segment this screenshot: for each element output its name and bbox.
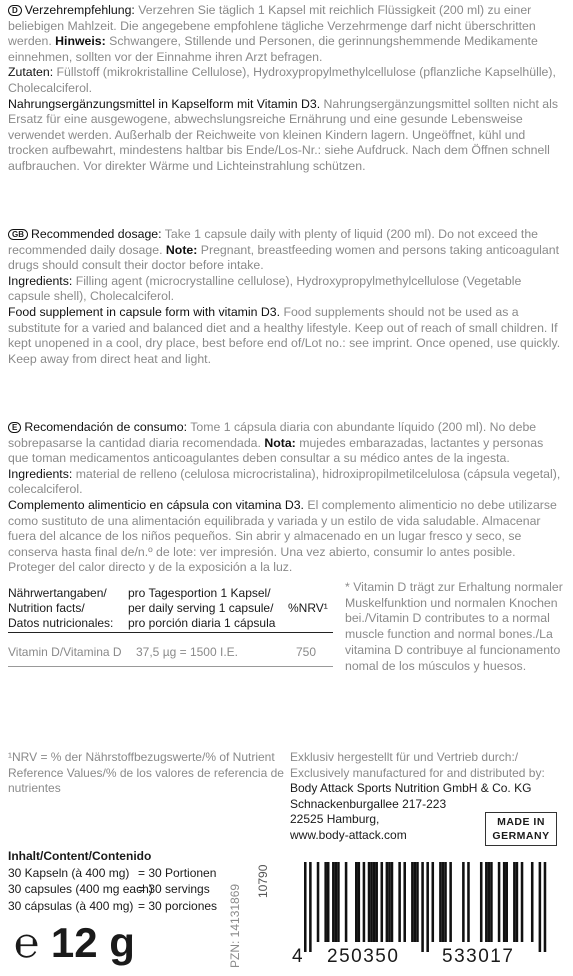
dosage-label-en: Recommended dosage: (31, 227, 162, 241)
barcode-bar (421, 862, 424, 952)
manufacturer-intro: Exklusiv hergestellt für und Vertrieb durch:/ Exclusively manufactured for and distributed by: (290, 750, 545, 780)
ean-barcode (292, 862, 558, 974)
note-label-es: Nota: (264, 435, 296, 450)
barcode-bar (505, 862, 508, 942)
barcode-group-right: 533017 (442, 946, 515, 967)
note-text-de: Schwangere, Stillende und Personen, die gerinnungshemmende Medikamente einnehmen, sollten vor der Einnahme ihren Arzt befragen. (8, 34, 538, 64)
barcode-bar (324, 862, 327, 942)
made-in-germany-badge: MADE IN GERMANY (485, 812, 557, 846)
nutrient-amount: 37,5 µg = 1500 I.E. (136, 645, 238, 659)
barcode-bar (442, 862, 445, 942)
ingredients-label-es: Ingredients: (8, 466, 73, 481)
barcode-bar (335, 862, 338, 942)
nrv-footnote: ¹NRV = % der Nährstoffbezugswerte/% of Nutrient Reference Values/% de los valores de referencia de nutrientes (8, 750, 284, 796)
nutrition-header-es: Datos nutricionales: (8, 616, 114, 630)
language-flag-de: D (8, 5, 22, 16)
dosage-text-es: Tome 1 cápsula diaria con abundante líquido (200 ml). No debe sobrepasarse la cantidad diaria recomendada. (8, 420, 537, 450)
barcode-bar (544, 862, 547, 952)
barcode-bar (439, 862, 442, 942)
contents-line-de: 30 Kapseln (à 400 mg) = 30 Portionen (8, 865, 217, 880)
barcode-bar (358, 862, 361, 942)
dosage-label-de: Verzehrempfehlung: (24, 3, 135, 17)
ingredients-text-en: Filling agent (microcrystalline cellulose), Hydroxypropylmethylcellulose (Vegetable capsule shell), Cholecalciferol. (8, 273, 522, 304)
barcode-bar (462, 862, 465, 942)
barcode-bar (355, 862, 358, 942)
supplement-text-es: El complemento alimenticio no debe utilizarse como sustituto de una alimentación equilibrada y variada y un estilo de vida saludable. Almacenar fuera del alcance de los niños pequeños. Sin abrir y almacenado en un lugar fresco y seco, se conserva hasta final de/n.º de lote: ver impresión. Una vez abierto, consumir lo antes posible. Proteger del calor directo y de la exposición a la luz. (8, 497, 557, 575)
serving-header-de: pro Tagesportion 1 Kapsel/ (128, 586, 271, 600)
batch-code: 10790 (256, 864, 270, 898)
net-weight (14, 918, 135, 968)
barcode-bar (498, 862, 501, 942)
barcode-bar (370, 862, 373, 942)
nutrition-header-de: Nährwertangaben/ (8, 586, 107, 600)
ingredients-text-es: material de relleno (celulosa microcristalina), hidroxipropilmetilcelulosa (cápsula vegetal), colecalciferol. (8, 466, 561, 497)
barcode-bar (426, 862, 429, 952)
ingredients-label-en: Ingredients: (8, 273, 73, 288)
language-flag-es: E (8, 422, 21, 433)
barcode-bar (373, 862, 376, 942)
vitamin-d-claim: * Vitamin D trägt zur Erhaltung normaler Muskelfunktion und normalen Knochen bei./Vitamin D contributes to a normal muscle function and normal bones./La vitamina D contribuye al funcionamento nomal de los músculos y huesos. (345, 580, 563, 673)
supplement-text-de: Nahrungsergänzungsmittel sollten nicht als Ersatz für eine ausgewogene, abwechslungsreiche Ernährung und eine gesunde Lebensweise verwendet werden. Außerhalb der Reichweite von kleinen Kindern lagern. Ungeöffnet, kühl und trocken aufbewahrt, mindestens haltbar bis Ende/Los-Nr.: siehe Aufdruck. Nach dem Öffnen schnell aufbrauchen. Vor direkter Wärme und Lichteinstrahlung schützen. (8, 96, 558, 173)
barcode-bar (327, 862, 330, 942)
spanish-section (8, 420, 564, 576)
supplement-label-en: Food supplement in capsule form with vitamin D3. (8, 304, 281, 319)
barcode-bar (416, 862, 419, 942)
note-label-en: Note: (165, 242, 198, 257)
note-text-es: mujedes embarazadas, lactantes y personas que toman medicamentos anticoagulantes deben consultar a su médico antes de la ingesta. (8, 435, 544, 466)
barcode-bar (375, 862, 378, 942)
nutrition-table (8, 586, 338, 631)
nutrition-header-en: Nutrition facts/ (8, 601, 85, 615)
manufacturer-website: www.body-attack.com (290, 827, 407, 842)
barcode-bar (381, 862, 384, 942)
barcode-bar (317, 862, 320, 942)
barcode-bar (449, 862, 452, 942)
barcode-bar (398, 862, 401, 942)
table-divider (8, 632, 333, 633)
barcode-bar (539, 862, 542, 952)
barcode-bar (388, 862, 391, 942)
barcode-bar (309, 862, 312, 952)
barcode-bar (337, 862, 340, 942)
barcode-bars (304, 862, 570, 952)
barcode-bar (521, 862, 524, 942)
nutrition-table-header (8, 586, 338, 631)
pzn-number: PZN: 14131869 (228, 883, 242, 968)
nrv-header: %NRV¹ (288, 601, 328, 615)
barcode-first-digit: 4 (292, 946, 303, 967)
german-section (8, 3, 564, 175)
language-flag-gb: GB (8, 229, 28, 240)
manufacturer-city: 22525 Hamburg, (290, 812, 380, 827)
barcode-bar (363, 862, 366, 942)
barcode-bar (444, 862, 447, 942)
dosage-text-en: Take 1 capsule daily with plenty of liquid (200 ml). Do not exceed the recommended daily dosage. (8, 227, 538, 257)
barcode-bar (411, 862, 414, 942)
barcode-bar (513, 862, 516, 942)
barcode-bar (488, 862, 491, 942)
barcode-bar (516, 862, 519, 942)
supplement-text-en: Food supplements should not be used as a substitute for a varied and balanced diet and a healthy lifestyle. Keep out of reach of small children. If kept unopened in a cool, dry place, best before end of/Lot no.: see imprint. Once opened, use quickly. Keep away from direct heat and light. (8, 304, 561, 366)
note-text-en: Pregnant, breastfeeding women and persons taking anticoagulant drugs should consult their doctor before intake. (8, 242, 559, 273)
barcode-bar (414, 862, 417, 942)
serving-header-es: pro porción diaria 1 cápsula (128, 616, 276, 630)
supplement-label-es: Complemento alimenticio en cápsula con vitamina D3. (8, 497, 304, 512)
dosage-label-es: Recomendación de consumo: (24, 420, 188, 434)
english-section (8, 227, 564, 367)
table-bottom-divider (8, 666, 333, 667)
manufacturer-name: Body Attack Sports Nutrition GmbH & Co. KG (290, 781, 532, 796)
nutrient-name: Vitamin D/Vitamina D (8, 645, 122, 659)
serving-header-en: per daily serving 1 capsule/ (128, 601, 274, 615)
note-label-de: Hinweis: (55, 34, 106, 49)
estimated-sign-icon: ℮ (14, 919, 40, 966)
contents-title: Inhalt/Content/Contenido (8, 849, 152, 863)
barcode-bar (531, 862, 534, 942)
barcode-bar (490, 862, 493, 942)
contents-block (8, 848, 228, 914)
barcode-bar (386, 862, 389, 942)
barcode-bar (403, 862, 406, 942)
barcode-bar (485, 862, 488, 942)
nutrient-nrv: 750 (296, 645, 317, 659)
barcode-bar (332, 862, 335, 942)
contents-line-es: 30 cápsulas (à 400 mg) = 30 porciones (8, 898, 218, 913)
dosage-text-de: Verzehren Sie täglich 1 Kapsel mit reichlich Flüssigkeit (200 ml) zu einer beliebigen Mahlzeit. Die angegebene empfohlene tägliche Verzehrmenge darf nicht überschritten werden. (8, 3, 536, 49)
barcode-bar (467, 862, 470, 942)
barcode-group-left: 250350 (327, 946, 400, 967)
supplement-label-de: Nahrungsergänzungsmittel in Kapselform mit Vitamin D3. (8, 96, 321, 111)
barcode-bar (368, 862, 371, 942)
barcode-bar (503, 862, 506, 942)
barcode-bar (345, 862, 348, 942)
ingredients-text-de: Füllstoff (mikrokristalline Cellulose), Hydroxypropylmethylcellulose (pflanzliche Kapselhülle), Cholecalciferol. (8, 65, 556, 95)
manufacturer-street: Schnackenburgallee 217-223 (290, 796, 447, 811)
barcode-bar (480, 862, 483, 942)
barcode-bar (304, 862, 307, 952)
barcode-bar (432, 862, 435, 942)
barcode-bar (391, 862, 394, 942)
net-weight-value: 12 g (50, 919, 135, 966)
contents-line-en: 30 capsules (400 mg each) = 30 servings (8, 882, 210, 896)
ingredients-label-de: Zutaten: (8, 65, 54, 80)
